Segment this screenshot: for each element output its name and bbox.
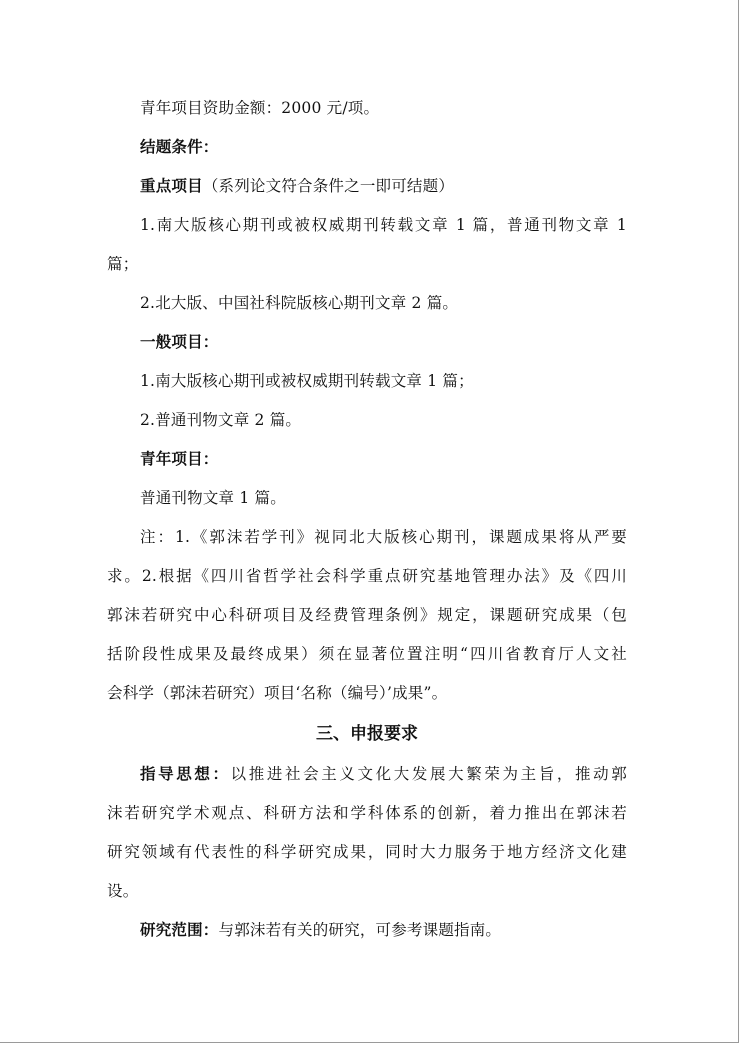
key-project-heading: 重点项目 (140, 177, 203, 195)
note-line-5: 会科学（郭沫若研究）项目‘名称（编号）’成果”。 (107, 684, 448, 702)
general-item-2: 2.普通刊物文章 2 篇。 (140, 411, 302, 429)
scope-line (107, 911, 627, 950)
key-project-line (107, 167, 627, 206)
guiding-line-1 (107, 755, 627, 794)
completion-conditions-heading: 结题条件： (140, 138, 219, 156)
youth-funding-amount: 青年项目资助金额：2000 元/项。 (140, 99, 380, 117)
scope-text: 与郭沫若有关的研究，可参考课题指南。 (218, 921, 502, 939)
guiding-line-3: 研究领域有代表性的科学研究成果，同时大力服务于地方经济文化建 (107, 843, 627, 861)
key-item-2: 2.北大版、中国社科院版核心期刊文章 2 篇。 (140, 294, 459, 312)
document-body (107, 89, 627, 950)
guiding-line-2: 沫若研究学术观点、科研方法和学科体系的创新，着力推出在郭沫若 (107, 804, 627, 822)
youth-item-1: 普通刊物文章 1 篇。 (140, 489, 286, 507)
note-line-1: 注：1.《郭沫若学刊》视同北大版核心期刊，课题成果将从严要 (140, 528, 627, 546)
section-heading-requirements: 三、申报要求 (316, 724, 418, 744)
guiding-label: 指导思想： (140, 765, 231, 783)
general-project-heading: 一般项目： (140, 333, 219, 351)
key-project-note: （系列论文符合条件之一即可结题） (202, 177, 455, 195)
note-line-3: 郭沫若研究中心科研项目及经费管理条例》规定，课题研究成果（包 (107, 606, 627, 624)
note-line-4: 括阶段性成果及最终成果）须在显著位置注明“四川省教育厅人文社 (107, 645, 627, 663)
scope-label: 研究范围： (140, 921, 219, 939)
key-item-1-line-1: 1.南大版核心期刊或被权威期刊转载文章 1 篇，普通刊物文章 1 (140, 216, 627, 234)
youth-project-heading: 青年项目： (140, 450, 219, 468)
general-item-1: 1.南大版核心期刊或被权威期刊转载文章 1 篇； (140, 372, 474, 390)
note-line-2: 求。2.根据《四川省哲学社会科学重点研究基地管理办法》及《四川 (107, 567, 627, 585)
guiding-line-4: 设。 (107, 882, 139, 900)
guiding-text-1: 以推进社会主义文化大发展大繁荣为主旨，推动郭 (230, 765, 627, 783)
key-item-1-line-2: 篇； (107, 255, 139, 273)
